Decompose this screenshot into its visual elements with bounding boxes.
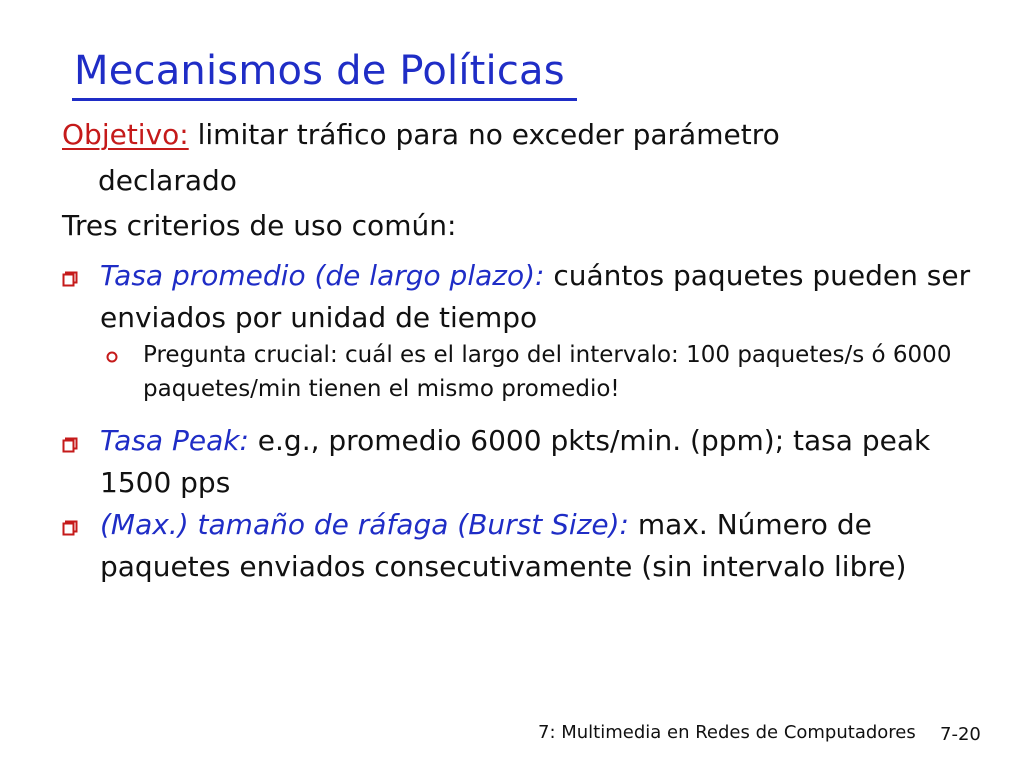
bullet-term: (Max.) tamaño de ráfaga (Burst Size): — [100, 508, 629, 541]
footer-course-title: 7: Multimedia en Redes de Computadores — [538, 722, 916, 743]
square-bullet-icon — [62, 271, 78, 287]
bullet-burst-size — [100, 504, 980, 588]
objective-text: limitar tráfico para no exceder parámetro — [188, 118, 780, 151]
objective-continuation: declarado — [98, 164, 237, 197]
objective-line — [62, 114, 780, 156]
slide-title: Mecanismos de Políticas — [74, 48, 565, 94]
title-underline — [72, 98, 577, 101]
bullet-average-rate — [100, 255, 980, 339]
circle-bullet-icon — [106, 348, 118, 360]
sub-bullet-crucial-question: Pregunta crucial: cuál es el largo del intervalo: 100 paquetes/s ó 6000 paquetes/min tienen el mismo promedio! — [143, 342, 952, 402]
criteria-intro: Tres criterios de uso común: — [62, 209, 457, 242]
objective-label: Objetivo: — [62, 118, 189, 151]
bullet-text: cuántos paquetes pueden ser enviados por unidad de tiempo — [100, 259, 971, 334]
bullet-term: Tasa promedio (de largo plazo): — [100, 259, 545, 292]
square-bullet-icon — [62, 520, 78, 536]
bullet-term: Tasa Peak: — [100, 424, 249, 457]
footer-page-number: 7-20 — [940, 724, 981, 745]
bullet-text: e.g., promedio 6000 pkts/min. (ppm); tasa peak 1500 pps — [100, 424, 931, 499]
bullet-peak-rate — [100, 420, 980, 504]
bullet-text: max. Número de paquetes enviados consecutivamente (sin intervalo libre) — [100, 508, 907, 583]
square-bullet-icon — [62, 437, 78, 453]
